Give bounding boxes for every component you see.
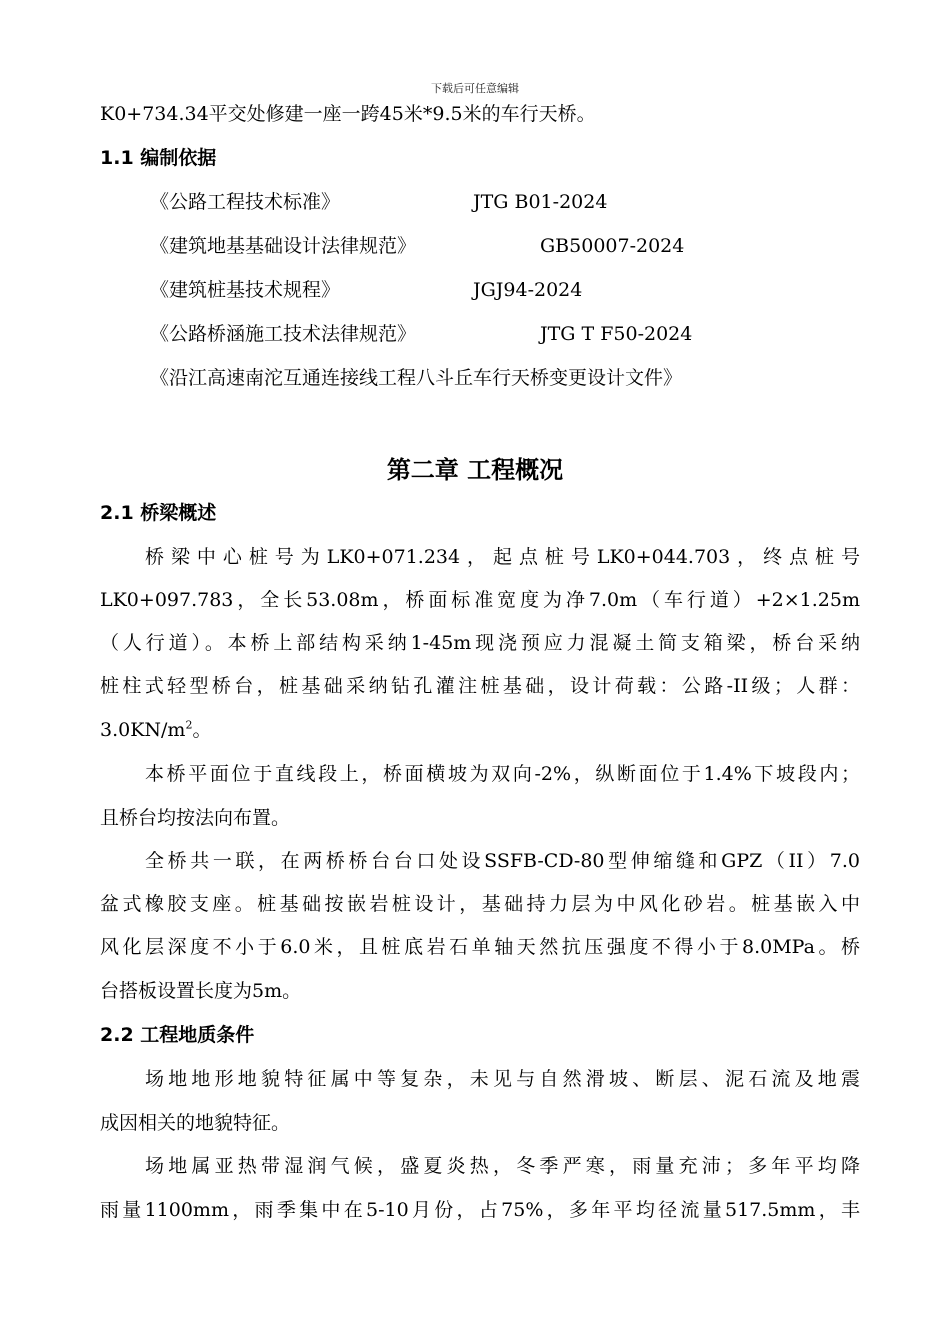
paragraph-line: 盆式橡胶支座。桩基础按嵌岩桩设计，基础持力层为中风化砂岩。桩基嵌入中 [100,893,860,915]
paragraph-line: 且桥台均按法向布置。 [100,807,291,829]
paragraph-line: 场地地形地貌特征属中等复杂，未见与自然滑坡、断层、泥石流及地震 [145,1068,860,1090]
reference-title: 《沿江高速南沱互通连接线工程八斗丘车行天桥变更设计文件》 [150,367,683,389]
paragraph-line: 全桥共一联，在两桥桥台台口处设SSFB-CD-80型伸缩缝和GPZ（II）7.0 [145,850,860,872]
paragraph-line: 雨量1100mm，雨季集中在5-10月份，占75%，多年平均径流量517.5mm，丰 [100,1199,860,1221]
reference-code: JTG T F50-2024 [540,323,693,345]
paragraph-line: LK0+097.783，全长53.08m，桥面标准宽度为净7.0m（车行道）+2×1.25m [100,589,860,611]
section-1-1-heading: 1.1 编制依据 [100,147,217,169]
reference-code: JGJ94-2024 [473,279,583,301]
paragraph-line: 台搭板设置长度为5m。 [100,980,302,1002]
reference-title: 《公路工程技术标准》 [150,191,341,213]
reference-title: 《建筑桩基技术规程》 [150,279,341,301]
paragraph-line: 本桥平面位于直线段上，桥面横坡为双向-2%，纵断面位于1.4%下坡段内； [145,763,860,785]
section-2-2-heading: 2.2 工程地质条件 [100,1024,255,1046]
chapter-title: 第二章 工程概况 [386,456,564,484]
line-end: 。 [192,719,212,741]
paragraph-line [100,716,211,744]
paragraph-line: 场地属亚热带湿润气候，盛夏炎热，冬季严寒，雨量充沛；多年平均降 [145,1155,860,1177]
paragraph-line: 风化层深度不小于6.0米，且桩底岩石单轴天然抗压强度不得小于8.0MPa。桥 [100,936,860,958]
paragraph-line: （人行道）。本桥上部结构采纳1-45m现浇预应力混凝土简支箱梁，桥台采纳 [100,632,860,654]
section-2-1-heading: 2.1 桥梁概述 [100,502,217,524]
paragraph-line: 桩柱式轻型桥台，桩基础采纳钻孔灌注桩基础，设计荷载：公路-II级；人群： [100,675,860,697]
load-value: 3.0KN/m [100,719,186,741]
reference-code: JTG B01-2024 [473,191,608,213]
paragraph-line: 桥梁中心桩号为LK0+071.234，起点桩号LK0+044.703，终点桩号 [145,546,860,568]
reference-title: 《建筑地基基础设计法律规范》 [150,235,417,257]
paragraph-line: 成因相关的地貌特征。 [100,1112,291,1134]
intro-line: K0+734.34平交处修建一座一跨45米*9.5米的车行天桥。 [100,103,596,125]
reference-title: 《公路桥涵施工技术法律规范》 [150,323,417,345]
page-header-note: 下载后可任意编辑 [431,82,519,95]
unit-exponent: 2 [185,718,193,732]
reference-code: GB50007-2024 [540,235,685,257]
